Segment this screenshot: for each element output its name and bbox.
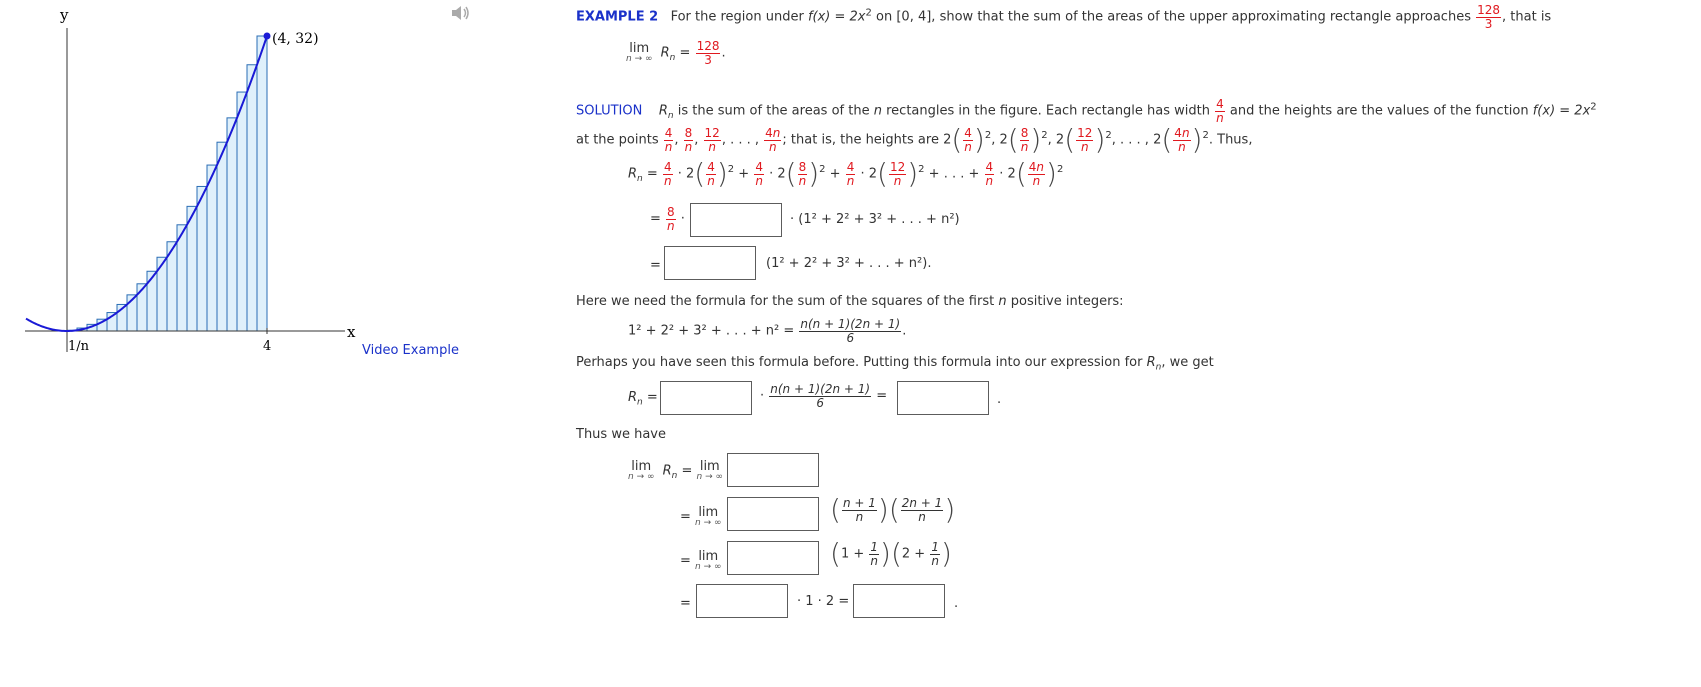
lim-step-2: = lim n → ∞ bbox=[680, 505, 722, 528]
rectangle-bar bbox=[187, 206, 197, 331]
rectangle-bar bbox=[227, 118, 237, 331]
rn-eq-label: $R_n$ = bbox=[628, 390, 658, 408]
answer-box-2[interactable] bbox=[664, 246, 756, 280]
sum-of-squares-formula: 1² + 2² + 3² + . . . + n² = $\frac{n(n + 1)(2n + 1)}{6}$ . bbox=[628, 317, 907, 345]
example-text-b: show that the sum of the areas of the upper approximating rectangle approaches bbox=[939, 9, 1471, 25]
example-fx: f(x) = 2x bbox=[807, 9, 866, 25]
period-2: . bbox=[954, 596, 959, 611]
solution-line-2: at the points $\frac{4}{n}$ , $\frac{8}{n}$ , $\frac{12}{n}$ , . . . , $\frac{4n}{n}$ ; that is, the heights are 2( $\frac{4}{n}$ )$^2$, 2( $\frac{8}{n}$ )$^2$, 2( $\frac{12}{n}$ )$^2$, . . . , 2( $\frac{4n}{n}$ )$^2$. Thus, bbox=[576, 123, 1253, 156]
point-label: (4, 32) bbox=[272, 31, 319, 47]
final-eq: = bbox=[680, 596, 691, 611]
video-example-link[interactable]: Video Example bbox=[362, 343, 459, 358]
example-text-a: For the region under bbox=[670, 9, 804, 25]
formula-intro: Here we need the formula for the sum of the squares of the first n positive integers: bbox=[576, 294, 1124, 309]
example-limit-fraction: $\frac{128}{3}$ bbox=[1477, 3, 1501, 31]
tick-label-1n: 1/n bbox=[68, 339, 90, 354]
answer-box-6[interactable] bbox=[727, 497, 819, 531]
x-axis-label: x bbox=[347, 323, 356, 341]
answer-box-5[interactable] bbox=[727, 453, 819, 487]
example-on: on bbox=[876, 9, 893, 25]
answer-box-7[interactable] bbox=[727, 541, 819, 575]
period-1: . bbox=[997, 392, 1002, 407]
rectangle-bar bbox=[237, 92, 247, 331]
rectangle-bar bbox=[217, 142, 227, 331]
answer-box-9[interactable] bbox=[853, 584, 945, 618]
lim-step-3: = lim n → ∞ bbox=[680, 549, 722, 572]
example-statement: EXAMPLE 2 For the region under $f(x) = 2x^2$ on [0, 4], show that the sum of the areas of the upper approximating rectangle approaches $\frac{128}{3}$ , that is bbox=[576, 3, 1552, 31]
step-1-sum: · (1² + 2² + 3² + . . . + n²) bbox=[790, 212, 960, 227]
end-point bbox=[264, 33, 271, 40]
rn-sum-expansion: $R_n$ = $\frac{4}{n}$ · 2( $\frac{4}{n}$ )$^2$ + $\frac{4}{n}$ · 2( $\frac{8}{n}$ )$^2$ + $\frac{4}{n}$ · 2( $\frac{12}{n}$ )$^2$ + . . . + $\frac{4}{n}$ · 2( $\frac{4n}{n}$ )$^2$ bbox=[628, 157, 1064, 190]
lim-rn-label: lim n → ∞ $R_n$ = lim n → ∞ bbox=[628, 459, 724, 482]
answer-box-1[interactable] bbox=[690, 203, 782, 237]
step-1-prefix: = $\frac{8}{n}$ · bbox=[650, 205, 685, 233]
example-interval: [0, 4], bbox=[896, 9, 936, 25]
formula-product: · $\frac{n(n + 1)(2n + 1)}{6}$ = bbox=[760, 382, 888, 410]
lim-step-3-factors: (1 + $\frac{1}{n}$ )(2 + $\frac{1}{n}$ ) bbox=[830, 537, 952, 570]
rectangle-bar bbox=[257, 36, 267, 331]
example-text-c: , that is bbox=[1502, 9, 1552, 25]
thus-we-have: Thus we have bbox=[576, 427, 666, 442]
riemann-sum-graph bbox=[0, 0, 400, 400]
perhaps-text: Perhaps you have seen this formula before. Putting this formula into our expression for $R_n$, we get bbox=[576, 355, 1214, 373]
y-axis-label: y bbox=[60, 6, 69, 24]
tick-label-4: 4 bbox=[263, 339, 272, 354]
one-times-two: · 1 · 2 = bbox=[797, 594, 850, 609]
solution-heading: SOLUTION bbox=[576, 103, 643, 119]
rectangle-bar bbox=[147, 271, 157, 331]
rectangle-bar bbox=[247, 65, 257, 331]
example-heading: EXAMPLE 2 bbox=[576, 9, 659, 25]
upper-rectangles bbox=[67, 36, 267, 331]
step-2-sum: (1² + 2² + 3² + . . . + n²). bbox=[766, 256, 932, 271]
rectangle-bar bbox=[197, 186, 207, 331]
speaker-icon[interactable] bbox=[450, 4, 472, 22]
answer-box-8[interactable] bbox=[696, 584, 788, 618]
step-2-eq: = bbox=[650, 258, 661, 273]
rectangle-bar bbox=[207, 165, 217, 331]
answer-box-4[interactable] bbox=[897, 381, 989, 415]
answer-box-3[interactable] bbox=[660, 381, 752, 415]
lim-step-2-factors: ( $\frac{n + 1}{n}$ )( $\frac{2n + 1}{n}$ ) bbox=[830, 493, 956, 526]
example-limit-expression: lim n → ∞ $R_n$ = $\frac{128}{3}$ . bbox=[626, 39, 726, 67]
solution-line-1: SOLUTION $R_n$ is the sum of the areas of the n rectangles in the figure. Each rectangle has width $\frac{4}{n}$ and the heights are the values of the function $f(x) = 2x^2$ bbox=[576, 97, 1597, 125]
